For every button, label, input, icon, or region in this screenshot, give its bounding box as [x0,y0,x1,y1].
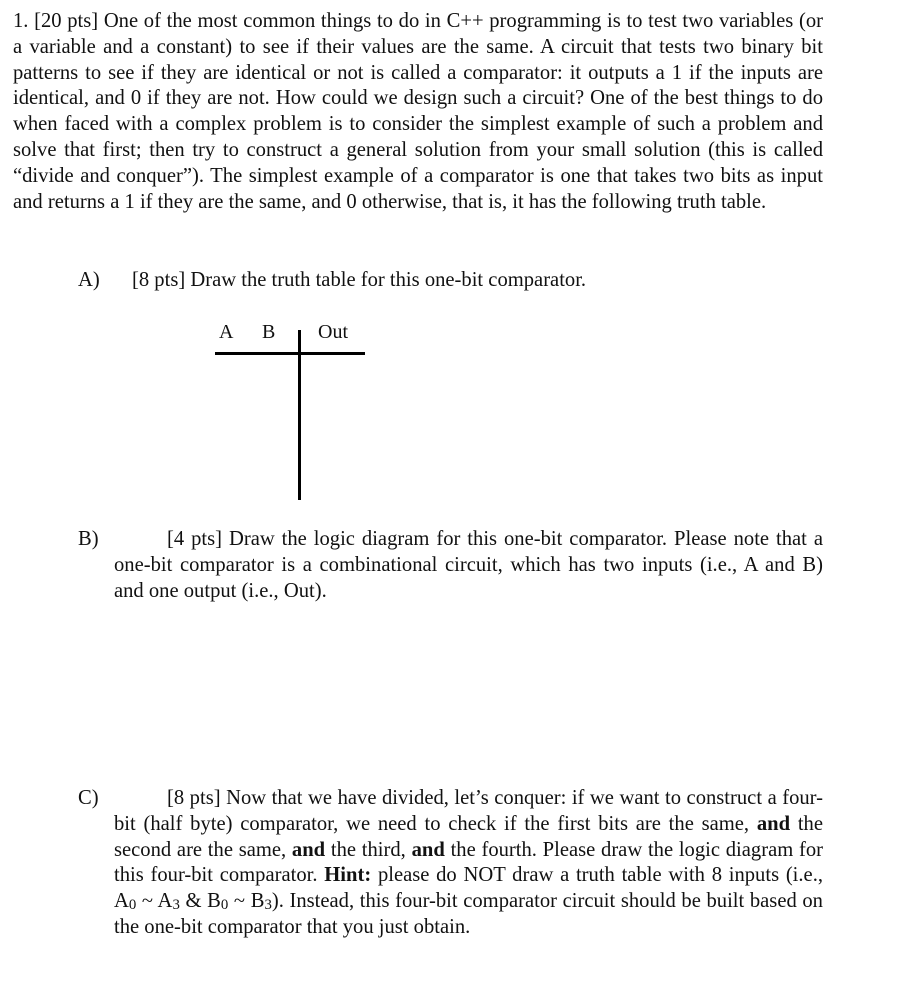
question-a-letter: A) [78,269,100,291]
question-c-sub-a3: 3 [172,897,180,914]
question-c-part3: the third, [330,838,406,861]
question-c-part5: please do NOT draw a truth table with 8 inputs (i.e., A [114,864,823,913]
question-c-part1: [8 pts] Now that we have divided, let’s conquer: if we want to construct a four-bit (half byte) comparator, we need to check if the first bits are the same, [114,787,823,835]
question-c-tilde1: ~ A [136,890,173,913]
truth-table-header-b: B [262,321,276,343]
question-c-sub-b3: 3 [264,897,272,914]
question-b [78,527,823,604]
question-c-amp: & B [179,890,221,913]
question-c-part4: the fourth. Please draw the logic diagram for this four-bit comparator. [114,838,823,887]
question-c-and2: and [291,838,326,861]
question-c-text [78,786,823,941]
question-c [78,786,823,941]
question-c-and1: and [756,812,791,835]
question-c-part2: the second are the same, [114,812,823,861]
question-c-letter: C) [78,787,99,809]
question-c-part6: ). Instead, this four-bit comparator circuit should be built based on the one-bit comparator that you just obtain. [114,890,823,938]
truth-table-header-a: A [219,321,234,343]
truth-table-vertical-rule [298,330,301,500]
truth-table-header-out: Out [318,321,348,343]
question-c-sub-b0: 0 [220,897,229,914]
question-a-text: [8 pts] Draw the truth table for this one-bit comparator. [132,269,587,291]
truth-table-horizontal-rule [215,352,365,355]
question-a [78,268,638,294]
question-b-text: [4 pts] Draw the logic diagram for this one-bit comparator. Please note that a one-bit comparator is a combinational circuit, which has two inputs (i.e., A and B) and one output (i.e., Out). [114,528,823,602]
question-c-and3: and [411,838,445,861]
problem-intro: 1. [20 pts] One of the most common things to do in C++ programming is to test two variables (or a variable and a constant) to see if their values are the same. A circuit that tests two binary bit patterns to see if they are identical or not is called a comparator: it outputs a 1 if the inputs are identical, and 0 if they are not. How could we design such a circuit? One of the best things to do when faced with a complex problem is to consider the simplest example of such a problem and solve that first; then try to construct a general solution from your small solution (this is called “divide and conquer”). The simplest example of a comparator is one that takes two bits as input and returns a 1 if they are the same, and 0 otherwise, that is, it has the following truth table. [13,10,823,213]
question-c-hint-label: Hint: [324,864,372,887]
question-b-letter: B) [78,528,99,550]
question-c-sub-a0: 0 [128,897,137,914]
question-c-tilde2: ~ B [228,890,265,913]
truth-table-skeleton [210,320,370,502]
